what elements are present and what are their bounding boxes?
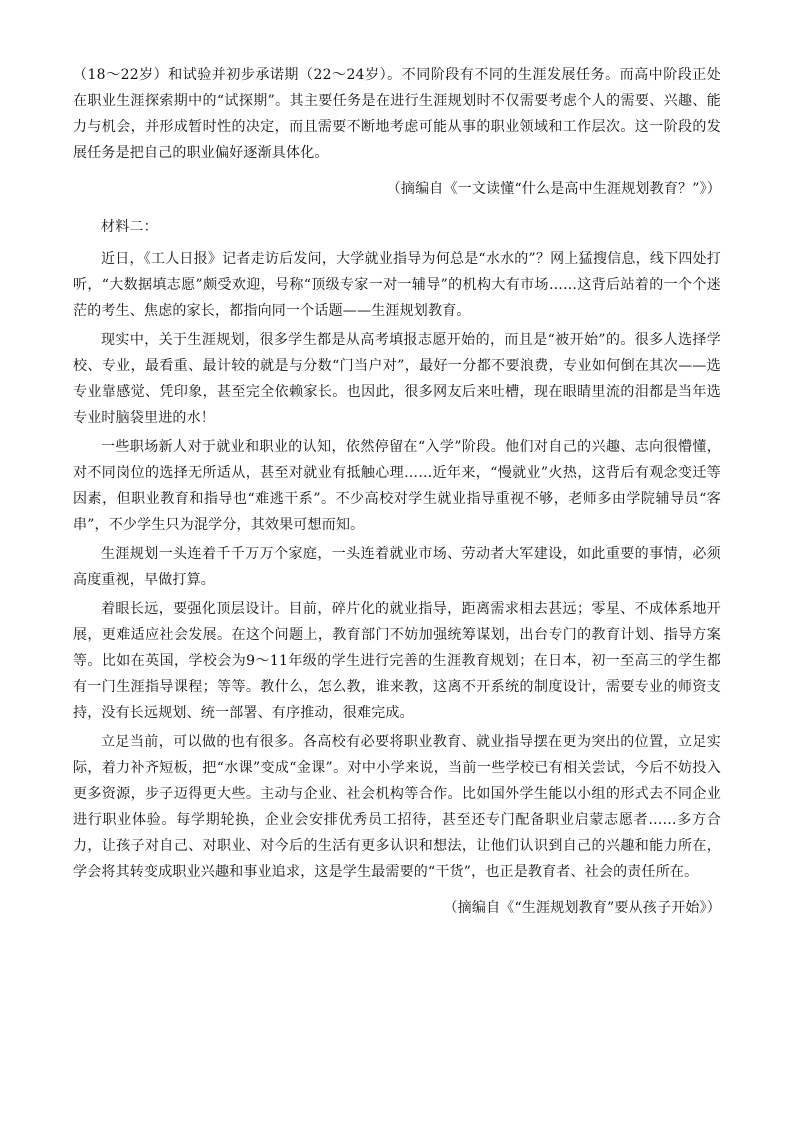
- material-two-paragraph-2: 现实中，关于生涯规划，很多学生都是从高考填报志愿开始的，而且是“被开始”的。很多人选择学校、专业，最看重、最计较的就是与分数“门当户对”，最好一分都不要浪费，专业如何倒在其次——选专业靠感觉、凭印象，甚至完全依赖家长。也因此，很多网友后来吐槽，现在眼睛里流的泪都是当年选专业时脑袋里进的水！: [73, 332, 721, 426]
- source-citation-1: （摘编自《一文读懂“什么是高中生涯规划教育？”》）: [386, 181, 721, 197]
- source-citation-2: （摘编自《“生涯规划教育”要从孩子开始》）: [443, 900, 721, 916]
- material-two-paragraph-5: 着眼长远，要强化顶层设计。目前，碎片化的就业指导，距离需求相去甚远；零星、不成体系地开展，更难适应社会发展。在这个问题上，教育部门不妨加强统筹谋划，出台专门的教育计划、指导方案等。比如在英国，学校会为9～11年级的学生进行完善的生涯教育规划；在日本，初一至高三的学生都有一门生涯指导课程；等等。教什么，怎么教，谁来教，这离不开系统的制度设计，需要专业的师资支持，没有长远规划、统一部署、有序推动，很难完成。: [73, 601, 721, 721]
- material-two-paragraph-3: 一些职场新人对于就业和职业的认知，依然停留在“入学”阶段。他们对自己的兴趣、志向很懵懂，对不同岗位的选择无所适从，甚至对就业有抵触心理……近年来，“慢就业”火热，这背后有观念变迁等因素，但职业教育和指导也“难逃干系”。不少高校对学生就业指导重视不够，老师多由学院辅导员“客串”，不少学生只为混学分，其效果可想而知。: [73, 439, 721, 533]
- material-two-label: 材料二：: [101, 219, 158, 235]
- paragraph-continuation: （18～22岁）和试验并初步承诺期（22～24岁）。不同阶段有不同的生涯发展任务。而高中阶段正处在职业生涯探索期中的“试探期”。其主要任务是在进行生涯规划时不仅需要考虑个人的需要、兴趣、能力与机会，并形成暂时性的决定，而且需要不断地考虑可能从事的职业领域和工作层次。这一阶段的发展任务是把自己的职业偏好逐渐具体化。: [73, 67, 721, 161]
- article-body: [73, 62, 721, 933]
- material-two-paragraph-1: 近日，《工人日报》记者走访后发问，大学就业指导为何总是“水水的”？网上猛搜信息，线下四处打听，“大数据填志愿”颇受欢迎，号称“顶级专家一对一辅导”的机构大有市场……这背后站着的一个个迷茫的考生、焦虑的家长，都指向同一个话题——生涯规划教育。: [73, 251, 721, 319]
- material-two-paragraph-6: 立足当前，可以做的也有很多。各高校有必要将职业教育、就业指导摆在更为突出的位置，立足实际，着力补齐短板，把“水课”变成“金课”。对中小学来说，当前一些学校已有相关尝试，今后不妨投入更多资源，步子迈得更大些。主动与企业、社会机构等合作。比如国外学生能以小组的形式去不同企业进行职业体验。每学期轮换，企业会安排优秀员工招待，甚至还专门配备职业启蒙志愿者……多方合力，让孩子对自己、对职业、对今后的生活有更多认识和想法，让他们认识到自己的兴趣和能力所在，学会将其转变成职业兴趣和事业追求，这是学生最需要的“干货”，也正是教育者、社会的责任所在。: [73, 734, 721, 880]
- material-two-paragraph-4: 生涯规划一头连着千千万万个家庭，一头连着就业市场、劳动者大军建设，如此重要的事情，必须高度重视，早做打算。: [73, 546, 721, 588]
